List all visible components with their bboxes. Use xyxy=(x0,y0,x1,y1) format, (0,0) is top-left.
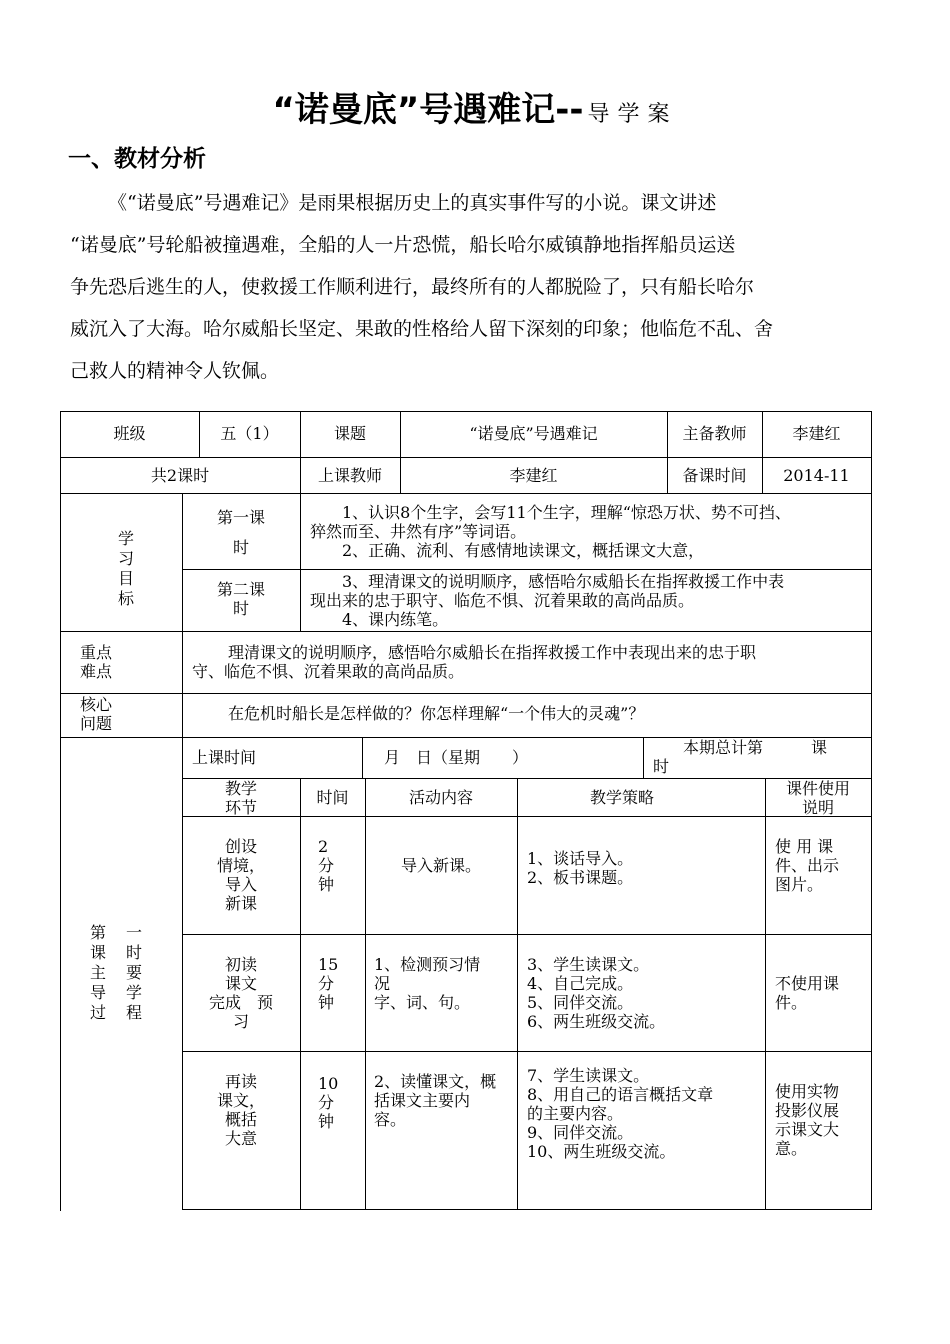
activity-line: 字、词、句。 xyxy=(374,993,471,1012)
table-rule xyxy=(60,457,871,458)
courseware-line: 图片。 xyxy=(775,875,824,894)
stage-cell xyxy=(182,837,300,913)
objective-line: 现出来的忠于职守、临危不惧、沉着果敢的高尚品质。 xyxy=(310,591,695,610)
lead-teacher-label: 主备教师 xyxy=(682,424,747,443)
intro-line: 争先恐后逃生的人，使救援工作顺利进行，最终所有的人都脱险了，只有船长哈尔 xyxy=(70,276,755,298)
title-main: “诺曼底”号遇难记-- xyxy=(272,90,584,130)
intro-line: 威沉入了大海。哈尔威船长坚定、果敢的性格给人留下深刻的印象；他临危不乱、舍 xyxy=(70,318,774,340)
total-line: 本期总计第 课 xyxy=(683,738,828,757)
strategy-line: 2、板书课题。 xyxy=(527,868,634,887)
time-header: 时间 xyxy=(316,788,349,807)
courseware-line: 使 用 课 xyxy=(775,837,834,856)
text-line: 守、临危不惧、沉着果敢的高尚品质。 xyxy=(192,662,465,681)
strategy-line: 10、两生班级交流。 xyxy=(527,1142,676,1161)
period2-label: 第二课时 xyxy=(216,580,265,618)
document-title xyxy=(0,82,950,131)
table-rule xyxy=(300,778,301,1209)
time-line: 分 xyxy=(318,856,335,875)
strategy-cell xyxy=(527,955,763,1031)
activity-line: 1、检测预习情 xyxy=(374,955,481,974)
strategy-line: 7、学生读课文。 xyxy=(527,1066,650,1085)
time-line: 分 xyxy=(318,1093,335,1112)
label-line: 难点 xyxy=(80,662,113,681)
lesson-plan-table xyxy=(60,411,871,1211)
stage-line: 课文， xyxy=(216,1091,265,1110)
strategy-header: 教学策略 xyxy=(590,788,655,807)
strategy-cell xyxy=(527,1066,763,1161)
strategy-line: 5、同伴交流。 xyxy=(527,993,634,1012)
stage-cell xyxy=(182,1072,300,1148)
activity-header: 活动内容 xyxy=(408,788,473,807)
stage-line: 初读 xyxy=(224,955,257,974)
table-rule xyxy=(182,1051,871,1052)
activity-cell xyxy=(374,1072,514,1129)
stage-line: 习 xyxy=(232,1012,249,1031)
courseware-line: 投影仪展 xyxy=(775,1101,840,1120)
core-question-text: 在危机时船长是怎样做的？你怎样理解“一个伟大的灵魂”？ xyxy=(228,704,645,723)
stage-line: 课文 xyxy=(224,974,257,993)
objective-line: 猝然而至、井然有序”等词语。 xyxy=(310,522,527,541)
process-label-col2: 一时要学程 xyxy=(125,923,142,1022)
prep-time-value: 2014-11 xyxy=(783,466,850,485)
stage-line: 概括 xyxy=(224,1110,257,1129)
lead-teacher-value: 李建红 xyxy=(792,424,841,443)
table-rule xyxy=(643,737,644,778)
stage-header xyxy=(182,779,300,817)
intro-paragraph xyxy=(70,182,860,392)
courseware-line: 不使用课 xyxy=(775,974,840,993)
table-rule xyxy=(182,569,871,570)
header-line: 环节 xyxy=(224,798,257,817)
stage-cell xyxy=(182,955,300,1031)
time-line: 钟 xyxy=(318,875,335,894)
courseware-header xyxy=(765,779,871,817)
stage-line: 情境， xyxy=(216,856,265,875)
activity-line: 况 xyxy=(374,974,391,993)
table-rule xyxy=(871,411,872,1210)
class-value: 五（1） xyxy=(220,424,279,443)
courseware-cell xyxy=(775,1082,863,1158)
table-rule xyxy=(365,778,366,1209)
courseware-line: 示课文大 xyxy=(775,1120,840,1139)
strategy-line: 4、自己完成。 xyxy=(527,974,634,993)
activity-cell xyxy=(374,955,514,1012)
time-line: 2 xyxy=(318,837,329,856)
topic-value: “诺曼底”号遇难记 xyxy=(469,424,598,443)
time-line: 15 xyxy=(318,955,339,974)
stage-line: 大意 xyxy=(224,1129,257,1148)
courseware-line: 意。 xyxy=(775,1139,808,1158)
section-heading: 一、教材分析 xyxy=(68,146,206,172)
courseware-cell xyxy=(775,974,863,1012)
teacher-label: 上课教师 xyxy=(317,466,382,485)
class-time-label: 上课时间 xyxy=(192,748,257,767)
time-cell xyxy=(318,837,358,894)
table-rule xyxy=(362,737,363,778)
time-line: 钟 xyxy=(318,1112,335,1131)
courseware-line: 使用实物 xyxy=(775,1082,840,1101)
class-date-text: 月 日（星期 ） xyxy=(384,748,529,767)
header-line: 说明 xyxy=(801,798,834,817)
objective-line: 2、正确、流利、有感情地读课文，概括课文大意， xyxy=(342,541,705,560)
label-line: 重点 xyxy=(80,643,113,662)
key-points-label xyxy=(80,643,140,681)
topic-label: 课题 xyxy=(333,424,366,443)
activity-line: 括课文主要内 xyxy=(374,1091,471,1110)
stage-line: 导入 xyxy=(224,875,257,894)
time-line: 10 xyxy=(318,1074,339,1093)
activity-line: 2、读懂课文，概 xyxy=(374,1072,497,1091)
label-line: 问题 xyxy=(80,714,113,733)
text-line: 理清课文的说明顺序，感悟哈尔威船长在指挥救援工作中表现出来的忠于职 xyxy=(228,643,757,662)
courseware-line: 件、出示 xyxy=(775,856,840,875)
objectives-label: 学习目标 xyxy=(117,529,134,608)
courseware-cell xyxy=(775,837,863,894)
strategy-line: 的主要内容。 xyxy=(527,1104,624,1123)
period-total-text xyxy=(653,738,869,776)
key-points-text xyxy=(192,643,868,681)
process-label-col1: 第课主导过 xyxy=(89,923,106,1022)
period2-objectives xyxy=(310,572,870,629)
header-line: 课件使用 xyxy=(785,779,850,798)
strategy-line: 1、谈话导入。 xyxy=(527,849,634,868)
stage-line: 完成 预 xyxy=(208,993,273,1012)
objective-line: 1、认识8个生字，会写11个生字，理解“惊恐万状、势不可挡、 xyxy=(342,503,791,522)
table-rule xyxy=(300,411,301,631)
activity-line: 容。 xyxy=(374,1110,407,1129)
class-label: 班级 xyxy=(113,424,146,443)
objective-line: 3、理清课文的说明顺序，感悟哈尔威船长在指挥救援工作中表 xyxy=(342,572,785,591)
table-rule xyxy=(60,411,61,1211)
time-line: 分 xyxy=(318,974,335,993)
teacher-value: 李建红 xyxy=(509,466,558,485)
time-cell xyxy=(318,1074,358,1131)
table-rule xyxy=(60,411,871,412)
strategy-line: 9、同伴交流。 xyxy=(527,1123,634,1142)
core-question-label xyxy=(80,695,140,733)
header-line: 教学 xyxy=(224,779,257,798)
period1-label: 第一课时 xyxy=(216,508,265,557)
label-line: 核心 xyxy=(80,695,113,714)
intro-line: “诺曼底”号轮船被撞遇难，全船的人一片恐慌，船长哈尔威镇静地指挥船员运送 xyxy=(70,234,736,256)
strategy-line: 8、用自己的语言概括文章 xyxy=(527,1085,714,1104)
table-rule xyxy=(765,778,766,1209)
strategy-line: 6、两生班级交流。 xyxy=(527,1012,666,1031)
courseware-line: 件。 xyxy=(775,993,808,1012)
table-rule xyxy=(182,934,871,935)
table-rule xyxy=(182,1209,871,1210)
stage-line: 再读 xyxy=(224,1072,257,1091)
objective-line: 4、课内练笔。 xyxy=(342,610,449,629)
time-line: 钟 xyxy=(318,993,335,1012)
activity-cell: 导入新课。 xyxy=(400,856,481,875)
strategy-cell xyxy=(527,849,763,887)
period1-objectives xyxy=(310,503,870,560)
time-cell xyxy=(318,955,358,1012)
stage-line: 创设 xyxy=(224,837,257,856)
prep-time-label: 备课时间 xyxy=(682,466,747,485)
title-sub: 导学案 xyxy=(587,102,678,127)
intro-line: 《“诺曼底”号遇难记》是雨果根据历史上的真实事件写的小说。课文讲述 xyxy=(108,192,717,214)
periods-total: 共2课时 xyxy=(150,466,210,485)
intro-line: 己救人的精神令人钦佩。 xyxy=(70,360,280,382)
total-line: 时 xyxy=(653,757,670,776)
stage-line: 新课 xyxy=(224,894,257,913)
strategy-line: 3、学生读课文。 xyxy=(527,955,650,974)
table-rule xyxy=(517,778,518,1209)
